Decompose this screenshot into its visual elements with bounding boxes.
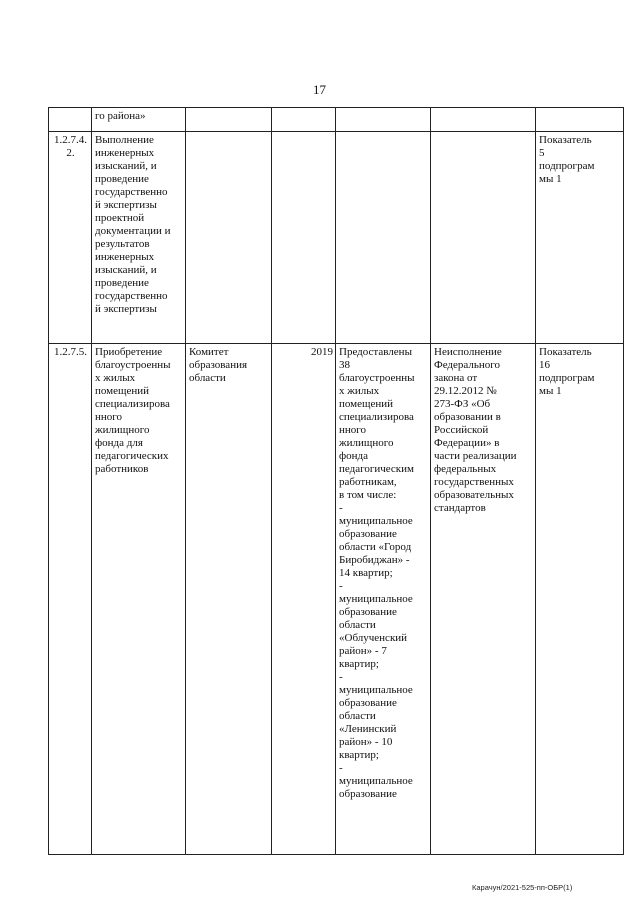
cell-text-line: подпрограм: [539, 372, 595, 384]
cell-indicator: [536, 108, 624, 132]
cell-text-line: Показатель: [539, 346, 592, 358]
cell-consequences: [431, 344, 536, 855]
cell-executor: [186, 108, 272, 132]
cell-text-line: закона от: [434, 372, 478, 384]
cell-text-line: 1.2.7.4.: [54, 134, 87, 146]
cell-text-line: 29.12.2012 №: [434, 385, 497, 397]
cell-text-line: государственно: [95, 186, 168, 198]
cell-text-line: Выполнение: [95, 134, 154, 146]
cell-year: [272, 108, 336, 132]
cell-activity: [92, 344, 186, 855]
cell-activity: [92, 108, 186, 132]
cell-text-line: фонда для: [95, 437, 143, 449]
cell-text-line: 1.2.7.5.: [54, 346, 87, 358]
cell-text-line: муниципальное: [339, 593, 413, 605]
cell-text-line: области: [189, 372, 226, 384]
cell-text-line: мы 1: [539, 173, 562, 185]
cell-text-line: Федерации» в: [434, 437, 500, 449]
cell-result: [336, 344, 431, 855]
page-number: 17: [313, 82, 326, 97]
cell-number: [49, 108, 92, 132]
cell-text-line: Приобретение: [95, 346, 163, 358]
cell-text-line: в том числе:: [339, 489, 397, 501]
cell-text-line: образовании в: [434, 411, 501, 423]
cell-text-line: изысканий, и: [95, 264, 157, 276]
cell-text-line: х жилых: [339, 385, 380, 397]
cell-text-line: х жилых: [95, 372, 136, 384]
cell-text-line: 38: [339, 359, 350, 371]
cell-text-line: специализирова: [339, 411, 414, 423]
cell-text-line: помещений: [95, 385, 150, 397]
table-row: [49, 108, 624, 132]
cell-text-line: государственных: [434, 476, 514, 488]
cell-text-line: мы 1: [539, 385, 562, 397]
cell-text-line: работников: [95, 463, 149, 475]
year-text: 2019: [311, 346, 333, 358]
cell-indicator: [536, 132, 624, 344]
cell-text-line: «Облученский: [339, 632, 408, 644]
cell-text-line: проведение: [95, 173, 149, 185]
cell-text-line: 2.: [66, 147, 75, 159]
cell-text-line: жилищного: [339, 437, 394, 449]
cell-text-line: помещений: [339, 398, 394, 410]
cell-text-line: подпрограм: [539, 160, 595, 172]
cell-text-line: «Ленинский: [339, 723, 397, 735]
cell-text-line: 14 квартир;: [339, 567, 393, 579]
cell-text-line: Предоставлены: [339, 346, 412, 358]
cell-text-line: работникам,: [339, 476, 397, 488]
cell-indicator: [536, 344, 624, 855]
cell-year: [272, 132, 336, 344]
cell-text-line: -: [339, 580, 343, 592]
cell-text-line: -: [339, 762, 343, 774]
cell-text-line: квартир;: [339, 658, 379, 670]
activity-text: го района»: [95, 110, 146, 122]
cell-text-line: Неисполнение: [434, 346, 502, 358]
cell-text-line: педагогическим: [339, 463, 415, 475]
cell-text-line: проектной: [95, 212, 145, 224]
cell-text-line: проведение: [95, 277, 149, 289]
cell-number: [49, 132, 92, 344]
cell-text-line: области: [339, 619, 376, 631]
footer-document-code: Карачун/2021-525-пп-ОБР(1): [472, 883, 573, 892]
cell-text-line: области «Город: [339, 541, 412, 553]
cell-result: [336, 132, 431, 344]
cell-text-line: муниципальное: [339, 684, 413, 696]
cell-text-line: Федерального: [434, 359, 501, 371]
cell-executor: [186, 344, 272, 855]
cell-text-line: образовательных: [434, 489, 514, 501]
cell-number: [49, 344, 92, 855]
cell-text-line: 5: [539, 147, 545, 159]
cell-text-line: й экспертизы: [95, 199, 157, 211]
cell-text-line: -: [339, 502, 343, 514]
cell-text-line: Биробиджан» -: [339, 554, 410, 566]
cell-text-line: муниципальное: [339, 515, 413, 527]
program-measures-table: [48, 107, 624, 855]
cell-activity: [92, 132, 186, 344]
cell-text-line: -: [339, 671, 343, 683]
cell-text-line: части реализации: [434, 450, 517, 462]
cell-text-line: стандартов: [434, 502, 486, 514]
cell-text-line: Показатель: [539, 134, 592, 146]
cell-text-line: й экспертизы: [95, 303, 157, 315]
cell-text-line: Комитет: [189, 346, 229, 358]
cell-text-line: квартир;: [339, 749, 379, 761]
cell-text-line: благоустроенны: [95, 359, 171, 371]
cell-text-line: фонда: [339, 450, 368, 462]
cell-text-line: документации и: [95, 225, 171, 237]
cell-text-line: образование: [339, 528, 397, 540]
cell-text-line: педагогических: [95, 450, 169, 462]
cell-text-line: результатов: [95, 238, 150, 250]
cell-consequences: [431, 132, 536, 344]
cell-result: [336, 108, 431, 132]
cell-text-line: 16: [539, 359, 550, 371]
cell-executor: [186, 132, 272, 344]
cell-text-line: 273-ФЗ «Об: [434, 398, 491, 410]
cell-text-line: нного: [339, 424, 367, 436]
cell-text-line: нного: [95, 411, 123, 423]
cell-text-line: образование: [339, 788, 397, 800]
table-row: [49, 344, 624, 855]
cell-text-line: образования: [189, 359, 248, 371]
cell-text-line: район» - 7: [339, 645, 387, 657]
cell-consequences: [431, 108, 536, 132]
cell-text-line: области: [339, 710, 376, 722]
cell-text-line: инженерных: [95, 147, 155, 159]
cell-text-line: федеральных: [434, 463, 497, 475]
table-row: [49, 132, 624, 344]
cell-text-line: образование: [339, 697, 397, 709]
cell-text-line: образование: [339, 606, 397, 618]
cell-year: [272, 344, 336, 855]
cell-text-line: инженерных: [95, 251, 155, 263]
cell-text-line: изысканий, и: [95, 160, 157, 172]
cell-text-line: жилищного: [95, 424, 150, 436]
cell-text-line: район» - 10: [339, 736, 393, 748]
cell-text-line: благоустроенны: [339, 372, 415, 384]
cell-text-line: Российской: [434, 424, 489, 436]
cell-text-line: специализирова: [95, 398, 170, 410]
cell-text-line: муниципальное: [339, 775, 413, 787]
cell-text-line: государственно: [95, 290, 168, 302]
